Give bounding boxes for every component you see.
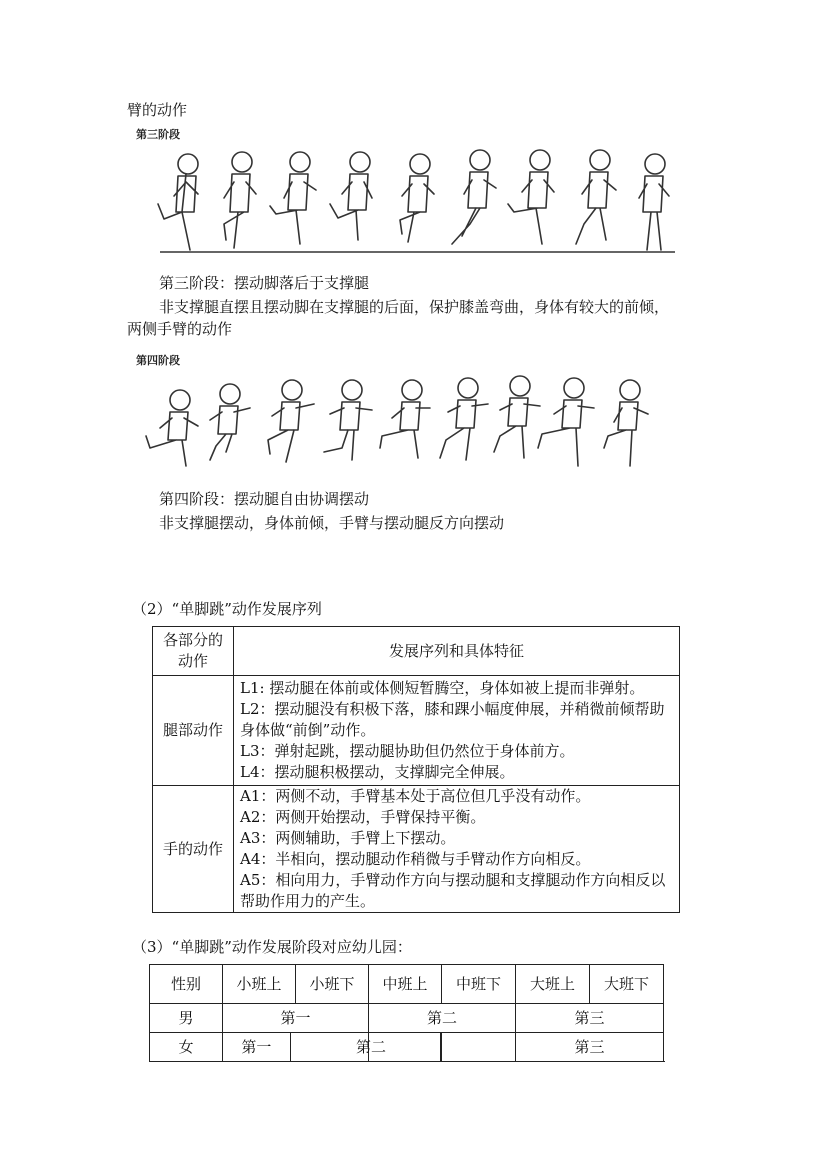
header-class: 中班下: [442, 965, 516, 1004]
table-row: [153, 676, 680, 786]
stage3-description-line2: 两侧手臂的动作: [127, 320, 233, 338]
table-header-parts: 各部分的动作: [153, 627, 234, 676]
header-class: 中班上: [369, 965, 442, 1004]
stage4-figure: [130, 348, 680, 480]
gender-label: 女: [150, 1033, 223, 1062]
sequence-line: L1: 摆动腿在体前或体侧短暂腾空，身体如被上提而非弹射。: [240, 679, 645, 697]
stage4-figure-label: 第四阶段: [136, 354, 180, 367]
header-class: 大班上: [516, 965, 590, 1004]
stage4-title: 第四阶段：摆动腿自由协调摆动: [159, 490, 370, 508]
development-sequence-table: [152, 626, 680, 913]
section3-heading: （3）“单脚跳”动作发展阶段对应幼儿园：: [132, 938, 412, 956]
sequence-line: A5：相向用力，手臂动作方向与摆动腿和支撑腿动作方向相反以帮助作用力的产生。: [240, 871, 666, 910]
sequence-line: A2：两侧开始摆动，手臂保持平衡。: [240, 808, 486, 826]
hopping-sequence-illustration-4: [130, 348, 680, 480]
sequence-line: A4：半相向，摆动腿动作稍微与手臂动作方向相反。: [240, 850, 591, 868]
table-header-sequence: 发展序列和具体特征: [234, 627, 680, 676]
sequence-line: A1：两侧不动，手臂基本处于高位但几乎没有动作。: [240, 787, 591, 805]
header-class: 大班下: [590, 965, 664, 1004]
gender-label: 男: [150, 1004, 223, 1033]
hopping-sequence-illustration-3: [130, 124, 680, 260]
stage4-description: 非支撑腿摆动，身体前倾，手臂与摆动腿反方向摆动: [159, 514, 505, 532]
table-header-row: [153, 627, 680, 676]
stage-cell: 第一: [223, 1004, 369, 1033]
stage-split-cell: [223, 1033, 369, 1062]
header-class: 小班下: [296, 965, 369, 1004]
sequence-line: L2：摆动腿没有积极下落，膝和踝小幅度伸展，并稍微前倾帮助身体做“前倒”动作。: [240, 700, 665, 739]
female-stage-two-label: 第二: [356, 1038, 387, 1056]
table-header-row: [150, 965, 664, 1004]
row-part-label: 手的动作: [153, 786, 234, 913]
kindergarten-stage-table: [149, 964, 664, 1062]
table-row: [153, 786, 680, 913]
intro-line: 臂的动作: [127, 101, 188, 119]
sequence-line: A3：两侧辅助，手臂上下摆动。: [240, 829, 456, 847]
stage3-figure: [130, 124, 680, 260]
sequence-line: L3：弹射起跳，摆动腿协助但仍然位于身体前方。: [240, 742, 575, 760]
header-gender: 性别: [150, 965, 223, 1004]
table-row-male: [150, 1004, 664, 1033]
stage3-title: 第三阶段：摆动脚落后于支撑腿: [159, 274, 370, 292]
stage-split-cell-2: [442, 1033, 664, 1062]
arm-sequence-cell: [234, 786, 680, 913]
stage3-figure-label: 第三阶段: [136, 128, 180, 141]
stage-cell: 第二: [369, 1004, 516, 1033]
stage-cell: 第三: [574, 1037, 605, 1056]
header-class: 小班上: [223, 965, 296, 1004]
section2-heading: （2）“单脚跳”动作发展序列: [132, 600, 322, 618]
table-row-female: [150, 1033, 664, 1062]
stage-cell: 第一: [223, 1033, 291, 1061]
stage3-description-line1: 非支撑腿直摆且摆动脚在支撑腿的后面，保护膝盖弯曲，身体有较大的前倾，: [159, 298, 670, 316]
leg-sequence-cell: [234, 676, 680, 786]
row-part-label: 腿部动作: [153, 676, 234, 786]
sequence-line: L4：摆动腿积极摆动，支撑脚完全伸展。: [240, 763, 515, 781]
stage-cell: 第三: [516, 1004, 664, 1033]
